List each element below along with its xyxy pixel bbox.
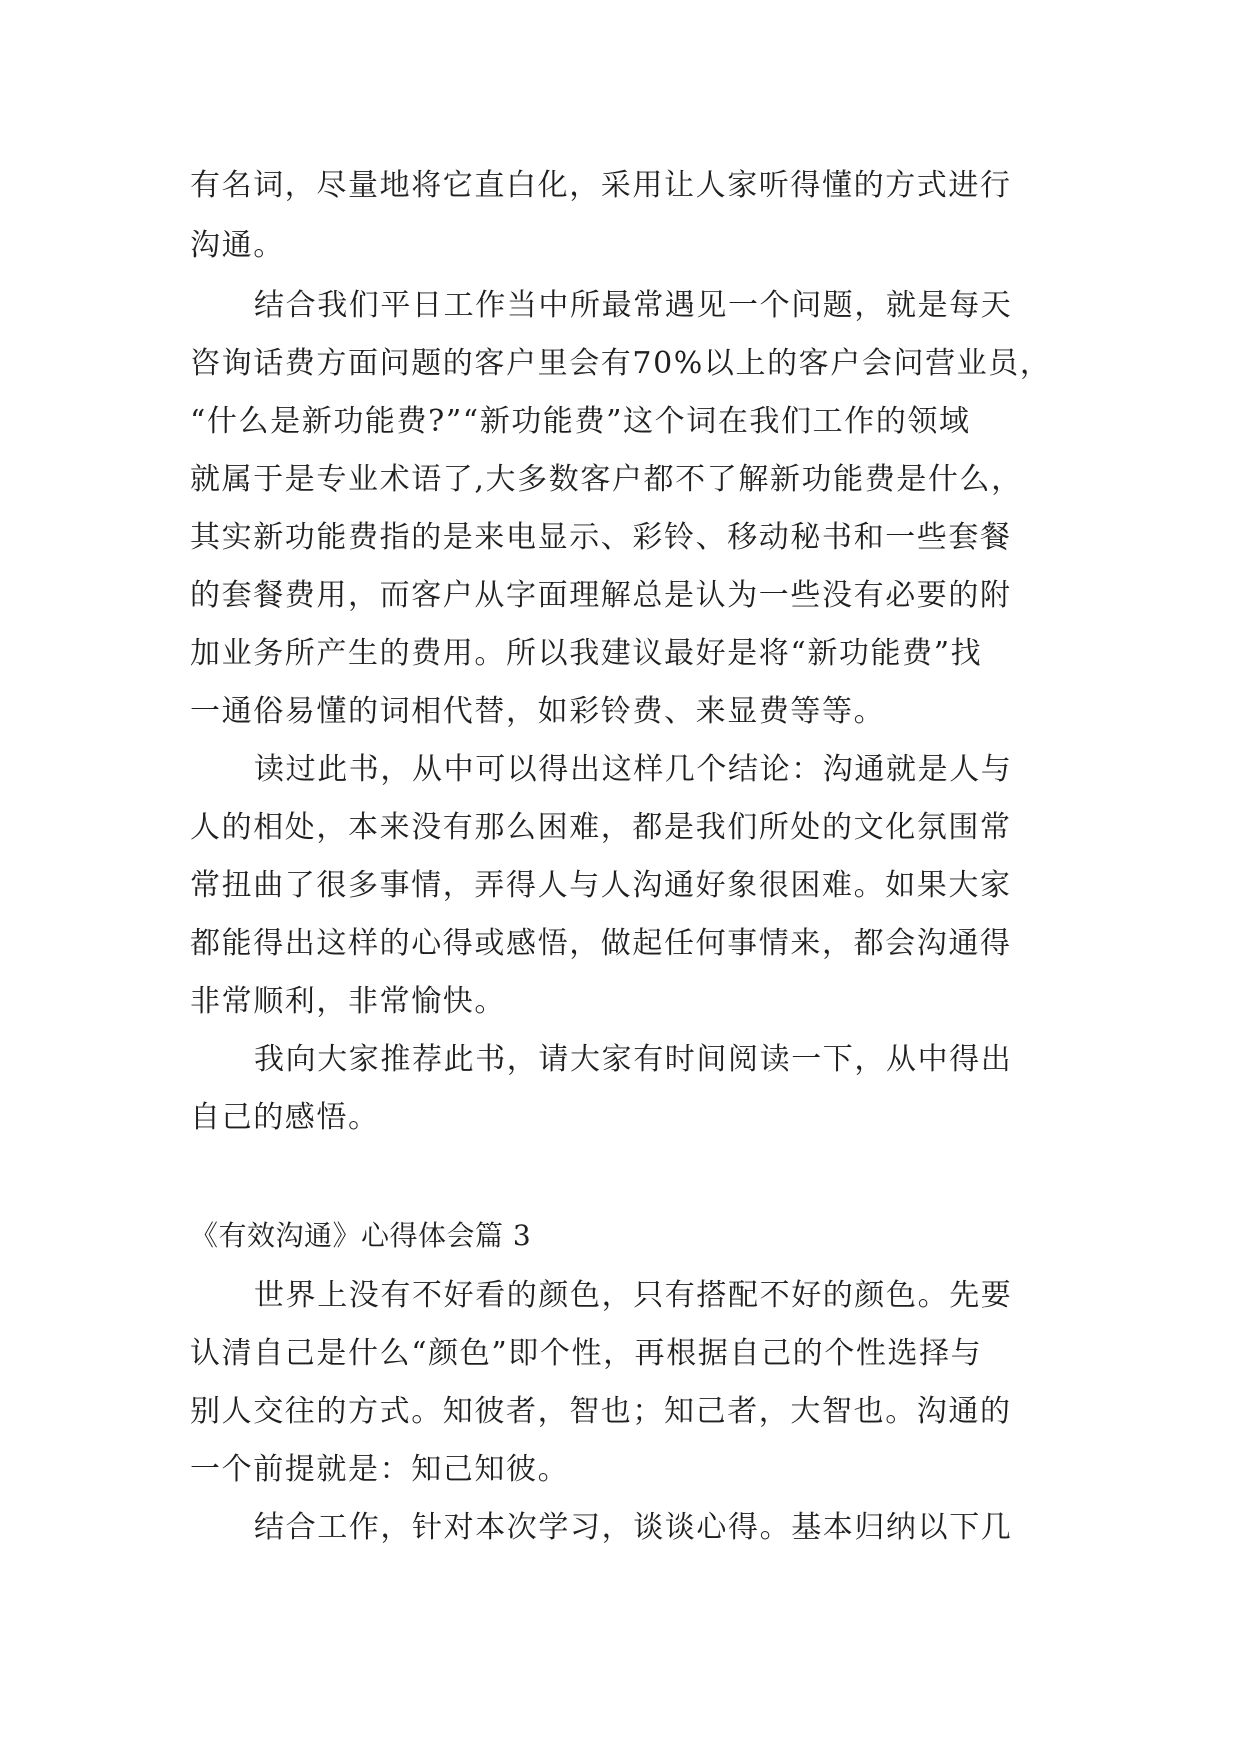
body-text-line: 认清自己是什么“颜色”即个性，再根据自己的个性选择与 <box>190 1336 983 1371</box>
paragraph-first-line: 世界上没有不好看的颜色，只有搭配不好的颜色。先要 <box>254 1278 1013 1313</box>
paragraph-first-line: 结合我们平日工作当中所最常遇见一个问题，就是每天 <box>254 288 1013 323</box>
body-text-line: 人的相处，本来没有那么困难，都是我们所处的文化氛围常 <box>190 810 1012 845</box>
body-text-line: 咨询话费方面问题的客户里会有70%以上的客户会问营业员， <box>190 346 1052 381</box>
body-text-line: 一个前提就是：知己知彼。 <box>190 1452 570 1487</box>
body-text-line: 有名词，尽量地将它直白化，采用让人家听得懂的方式进行 <box>190 168 1012 203</box>
body-text-line: 常扭曲了很多事情，弄得人与人沟通好象很困难。如果大家 <box>190 868 1012 903</box>
body-text-line: 自己的感悟。 <box>190 1100 380 1135</box>
body-text-line: 都能得出这样的心得或感悟，做起任何事情来，都会沟通得 <box>190 926 1012 961</box>
body-text-line: 沟通。 <box>190 228 285 263</box>
body-text-line: “什么是新功能费?”“新功能费”这个词在我们工作的领域 <box>190 404 971 439</box>
body-text-line: 一通俗易懂的词相代替，如彩铃费、来显费等等。 <box>190 694 886 729</box>
paragraph-first-line: 读过此书，从中可以得出这样几个结论：沟通就是人与 <box>254 752 1013 787</box>
body-text-line: 加业务所产生的费用。所以我建议最好是将“新功能费”找 <box>190 636 983 671</box>
body-text-line: 非常顺利，非常愉快。 <box>190 984 506 1019</box>
paragraph-first-line: 我向大家推荐此书，请大家有时间阅读一下，从中得出 <box>254 1042 1013 1077</box>
body-text-line: 的套餐费用，而客户从字面理解总是认为一些没有必要的附 <box>190 578 1012 613</box>
body-text-line: 其实新功能费指的是来电显示、彩铃、移动秘书和一些套餐 <box>190 520 1012 555</box>
section-heading: 《有效沟通》心得体会篇 3 <box>190 1219 532 1252</box>
body-text-line: 就属于是专业术语了,大多数客户都不了解新功能费是什么， <box>190 462 1023 497</box>
body-text-line: 别人交往的方式。知彼者，智也；知己者，大智也。沟通的 <box>190 1394 1012 1429</box>
paragraph-first-line: 结合工作，针对本次学习，谈谈心得。基本归纳以下几 <box>254 1510 1013 1545</box>
